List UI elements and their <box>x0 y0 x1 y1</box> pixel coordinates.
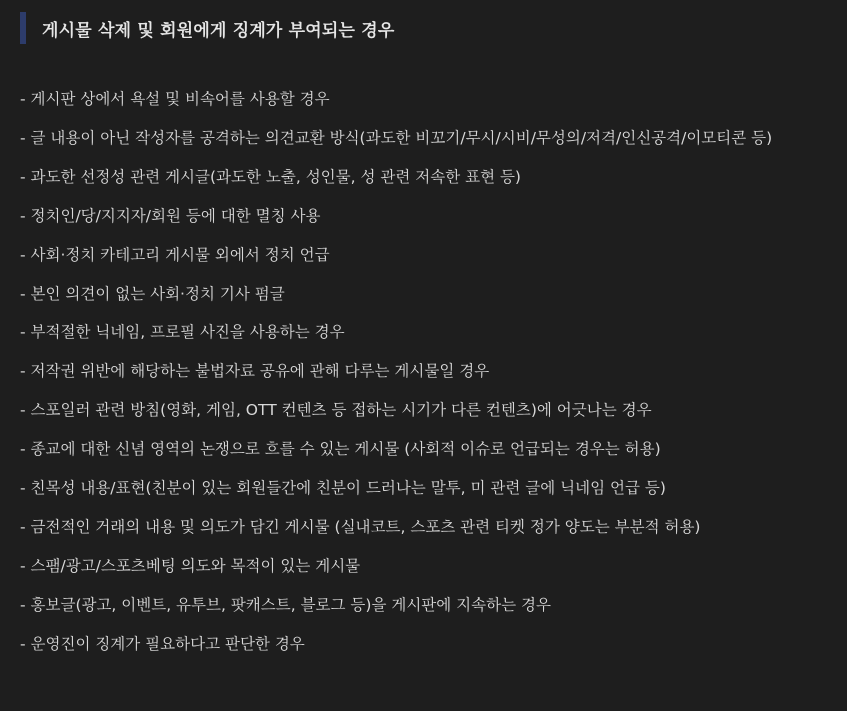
header-accent-bar <box>20 12 26 44</box>
rule-item: - 스포일러 관련 방침(영화, 게임, OTT 컨텐츠 등 접하는 시기가 다른 컨텐츠)에 어긋나는 경우 <box>20 401 652 420</box>
rule-item: - 홍보글(광고, 이벤트, 유투브, 팟캐스트, 블로그 등)을 게시판에 지속하는 경우 <box>20 595 551 614</box>
rule-item: - 저작권 위반에 해당하는 불법자료 공유에 관해 다루는 게시물일 경우 <box>20 362 490 381</box>
rule-item: - 글 내용이 아닌 작성자를 공격하는 의견교환 방식(과도한 비꼬기/무시/시비/무성의/저격/인신공격/이모티콘 등) <box>20 128 773 147</box>
rule-item: - 본인 의견이 없는 사회·정치 기사 펌글 <box>20 284 285 303</box>
rule-item: - 친목성 내용/표현(친분이 있는 회원들간에 친분이 드러나는 말투, 미 관련 글에 닉네임 언급 등) <box>20 479 666 498</box>
rule-item: - 금전적인 거래의 내용 및 의도가 담긴 게시물 (실내코트, 스포츠 관련 티켓 정가 양도는 부분적 허용) <box>20 517 701 536</box>
section-title: 게시물 삭제 및 회원에게 징계가 부여되는 경우 <box>42 20 395 41</box>
rule-item: - 운영진이 징계가 필요하다고 판단한 경우 <box>20 634 305 653</box>
rule-item: - 종교에 대한 신념 영역의 논쟁으로 흐를 수 있는 게시물 (사회적 이슈로 언급되는 경우는 허용) <box>20 440 661 459</box>
rule-item: - 사회·정치 카테고리 게시물 외에서 정치 언급 <box>20 245 330 264</box>
rule-item: - 정치인/당/지지자/회원 등에 대한 멸칭 사용 <box>20 206 321 225</box>
rule-item: - 과도한 선정성 관련 게시글(과도한 노출, 성인물, 성 관련 저속한 표현 등) <box>20 167 521 186</box>
rule-item: - 부적절한 닉네임, 프로필 사진을 사용하는 경우 <box>20 323 345 342</box>
rule-item: - 게시판 상에서 욕설 및 비속어를 사용할 경우 <box>20 90 330 108</box>
section-header <box>20 12 395 44</box>
rule-list <box>20 80 835 664</box>
rule-item: - 스팸/광고/스포츠베팅 의도와 목적이 있는 게시물 <box>20 556 361 575</box>
